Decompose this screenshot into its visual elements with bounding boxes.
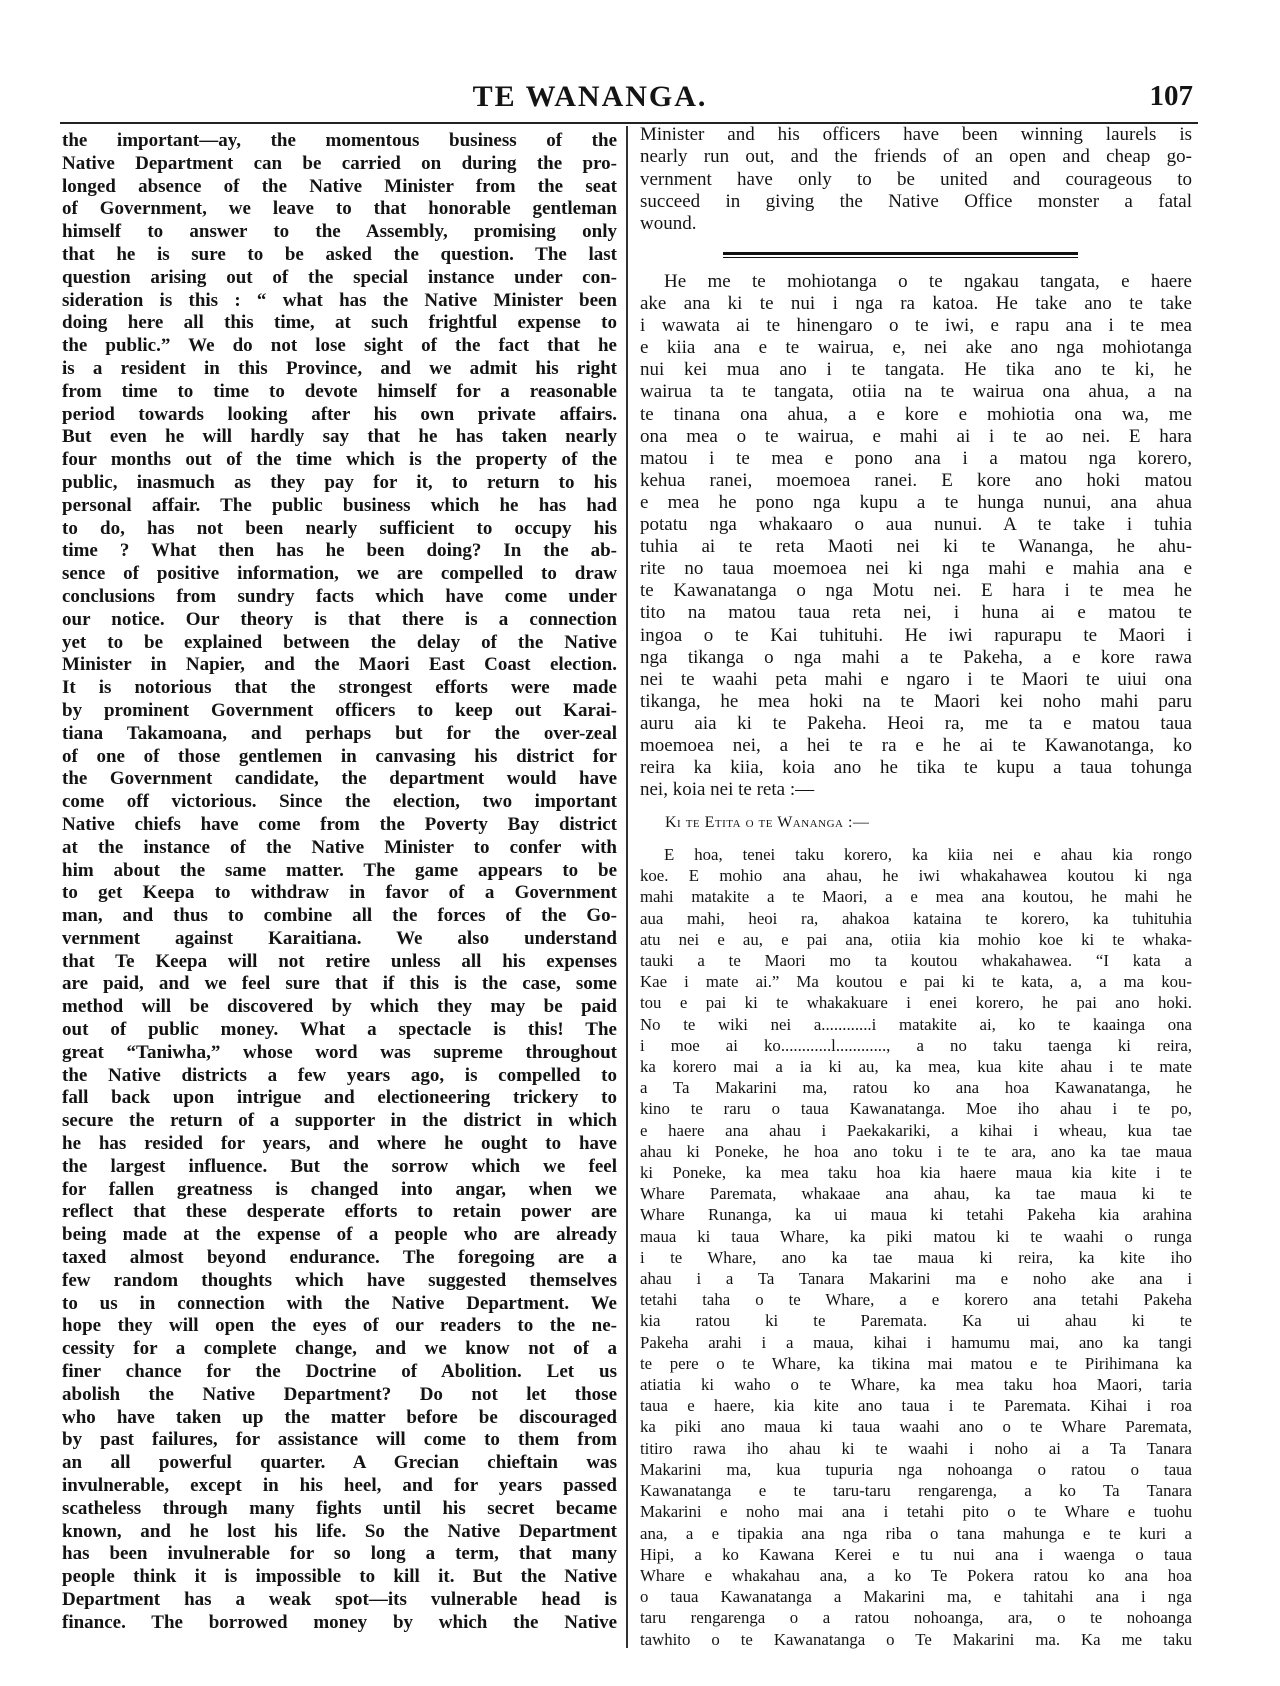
text-line: He me te mohiotanga o te ngakau tangata, e haere xyxy=(664,271,1192,292)
text-line: abolish the Native Department? Do not let those xyxy=(62,1383,617,1405)
text-line: question arising out of the special instance under con- xyxy=(62,266,617,288)
text-line: i wawata ai te hinengaro o te iwi, e rapu ana i te mea xyxy=(640,315,1192,337)
text-line: that he is sure to be asked the question. The last xyxy=(62,243,617,265)
text-line: conclusions from sundry facts which have come under xyxy=(62,585,617,607)
text-line: that Te Keepa will not retire unless all his expenses xyxy=(62,950,617,972)
text-line: nei te waahi peta mahi e ngaro i te Maori te uiui ona xyxy=(640,668,1192,690)
text-line: ana, a e tipakia ana nga riba o tana mahunga e te kuri a xyxy=(640,1523,1192,1543)
text-line: being made at the expense of a people who are already xyxy=(62,1224,617,1246)
text-line: of Government, we leave to that honorable gentleman xyxy=(62,198,617,220)
text-line: tetahi taha o te Whare, a e korero ana tetahi Pakeha xyxy=(640,1290,1192,1310)
text-line: ka piki ano maua ki taua waahi ano o te Whare Paremata, xyxy=(640,1417,1192,1437)
text-line: by past failures, for assistance will come to them from xyxy=(62,1429,617,1451)
text-line: nga tikanga o nga mahi a te Pakeha, a e kore rawa xyxy=(640,646,1192,668)
text-line: wairua ta te tangata, otiia na te wairua ona ahua, a na xyxy=(640,381,1192,403)
left-column-article xyxy=(62,130,617,1635)
text-line: by prominent Government officers to keep out Karai- xyxy=(62,699,617,721)
text-line: public, inasmuch as they pay for it, to return to his xyxy=(62,471,617,493)
letter-heading: Ki te Etita o te Wananga :— xyxy=(665,814,870,831)
text-line: Pakeha arahi i a maua, kihai i hamumu mai, ano ka tangi xyxy=(640,1332,1192,1352)
text-line: Native Department can be carried on during the pro- xyxy=(62,152,617,174)
text-line: of one of those gentlemen in canvasing his district for xyxy=(62,745,617,767)
text-line: koe. E mohio ana ahau, he iwi whakahawea koutou ki nga xyxy=(640,866,1192,886)
text-line: himself to answer to the Assembly, promising only xyxy=(62,221,617,243)
text-line: to get Keepa to withdraw in favor of a Government xyxy=(62,882,617,904)
text-line: is a resident in this Province, and we admit his right xyxy=(62,357,617,379)
text-line: reira ka kiia, koia ano he tika te kupu a taua tohunga xyxy=(640,757,1192,779)
text-line: taru rengarenga o a ratou nohoanga, ara, o te nohoanga xyxy=(640,1608,1192,1628)
text-line: vernment have only to be united and courageous to xyxy=(640,168,1192,190)
text-line: period towards looking after his own private affairs. xyxy=(62,403,617,425)
text-line: to us in connection with the Native Department. We xyxy=(62,1292,617,1314)
paragraph xyxy=(640,844,1192,1650)
section-divider-rule xyxy=(723,252,1078,258)
text-line: who have taken up the matter before be discouraged xyxy=(62,1406,617,1428)
text-line: people think it is impossible to kill it. But the Native xyxy=(62,1566,617,1588)
text-line: mahi matakite a te Maori, a e mea ana koutou, he mahi he xyxy=(640,887,1192,907)
letter-to-editor xyxy=(640,844,1192,1650)
section-divider-thick xyxy=(723,252,1078,255)
text-line: a Ta Makarini ma, ratou ko ana hoa Kawanatanga, he xyxy=(640,1078,1192,1098)
text-line: sideration is this : “ what has the Native Minister been xyxy=(62,289,617,311)
text-line: matou i te mea e pono ana i a matou nga korero, xyxy=(640,447,1192,469)
text-line: o taua Kawanatanga a Makarini ma, e tahitahi ana i nga xyxy=(640,1587,1192,1607)
text-line: has been invulnerable for so long a term, that many xyxy=(62,1543,617,1565)
text-line: he has resided for years, and where he ought to have xyxy=(62,1133,617,1155)
page-number: 107 xyxy=(1149,80,1193,112)
text-line: ahau ki Poneke, he hoa ano toku i te te ara, ano ka tae maua xyxy=(640,1141,1192,1161)
text-line: sence of positive information, we are compelled to draw xyxy=(62,563,617,585)
text-line: taua e haere, kia kite ano taua i te Paremata. Kihai i roa xyxy=(640,1396,1192,1416)
text-line: tawhito o te Kawanatanga o Te Makarini ma. Ka me taku xyxy=(640,1629,1192,1649)
text-line: titiro rawa iho ahau ki te waahi i noho ai a Ta Tanara xyxy=(640,1438,1192,1458)
text-line: te Kawanatanga o nga Motu nei. E hara i te mea he xyxy=(640,580,1192,602)
text-line: Minister in Napier, and the Maori East Coast election. xyxy=(62,654,617,676)
text-line: reflect that these desperate efforts to retain power are xyxy=(62,1201,617,1223)
text-line: te tinana ona ahua, a e kore e mohiotia ona wa, me xyxy=(640,403,1192,425)
text-line: Minister and his officers have been winning laurels is xyxy=(640,124,1192,145)
text-line: to do, has not been nearly sufficient to occupy his xyxy=(62,517,617,539)
text-line: ake ana ki te nui i nga ra katoa. He take ano te take xyxy=(640,293,1192,315)
text-line: Kawanatanga e te taru-taru rengarenga, a ko Ta Tanara xyxy=(640,1481,1192,1501)
text-line: the largest influence. But the sorrow which we feel xyxy=(62,1155,617,1177)
text-line: ki Poneke, ka mea taku hoa kia haere maua kia kite i te xyxy=(640,1163,1192,1183)
text-line: i te Whare, ano ka tae maua ki reira, ka kite iho xyxy=(640,1247,1192,1267)
text-line: for fallen greatness is changed into angar, when we xyxy=(62,1178,617,1200)
text-line: at the instance of the Native Minister to confer with xyxy=(62,836,617,858)
newspaper-title: TE WANANGA. xyxy=(472,80,708,113)
text-line: scatheless through many fights until his secret became xyxy=(62,1497,617,1519)
text-line: man, and thus to combine all the forces of the Go- xyxy=(62,905,617,927)
text-line: i moe ai ko............l............, a no taku taenga ki reira, xyxy=(640,1035,1192,1055)
text-line: taxed almost beyond endurance. The foregoing are a xyxy=(62,1247,617,1269)
paragraph xyxy=(62,130,617,1635)
section-divider-thin xyxy=(723,257,1078,258)
text-line: nui kei mua ano i te tangata. He tika ano te ki, he xyxy=(640,359,1192,381)
text-line: invulnerable, except in his heel, and for years passed xyxy=(62,1475,617,1497)
text-line: nearly run out, and the friends of an open and cheap go- xyxy=(640,146,1192,168)
text-line: maua ki taua Whare, ka piki matou ki te waahi o runga xyxy=(640,1226,1192,1246)
text-line: e mea he pono nga kupu a te hunga nunui, ana ahua xyxy=(640,491,1192,513)
text-line: few random thoughts which have suggested themselves xyxy=(62,1269,617,1291)
text-line: the Native districts a few years ago, is compelled to xyxy=(62,1064,617,1086)
text-line: great “Taniwha,” whose word was supreme throughout xyxy=(62,1041,617,1063)
text-line: atiatia ki waho o te Whare, ka mea taku hoa Maori, taria xyxy=(640,1375,1192,1395)
text-line: Department has a weak spot—its vulnerable head is xyxy=(62,1589,617,1610)
text-line: cessity for a complete change, and we know not of a xyxy=(62,1338,617,1360)
text-line: time ? What then has he been doing? In the ab- xyxy=(62,540,617,562)
text-line: Kae i mate ai.” Ma koutou e pai ki te kata, a, a ma kou- xyxy=(640,972,1192,992)
text-line: from time to time to devote himself for a reasonable xyxy=(62,380,617,402)
text-line: te pere o te Whare, ka tikina mai matou e te Pirihimana ka xyxy=(640,1353,1192,1373)
text-line: Whare e whakahau ana, a ko Te Pokera ratou ko ana hoa xyxy=(640,1565,1192,1585)
text-line: ona mea o te wairua, e mahi ai i te ao nei. E hara xyxy=(640,425,1192,447)
text-line: finance. The borrowed money by which the Native xyxy=(62,1611,617,1633)
text-line: out of public money. What a spectacle is this! The xyxy=(62,1019,617,1041)
text-line: Makarini ma, kua tupuria nga nohoanga o ratou o taua xyxy=(640,1459,1192,1479)
paragraph xyxy=(640,124,1192,235)
text-line: Makarini e noho mai ana i tetahi pito o te Whare e tuohu xyxy=(640,1502,1192,1522)
text-line: fall back upon intrigue and electioneering trickery to xyxy=(62,1087,617,1109)
text-line: wound. xyxy=(640,213,697,235)
right-column-article-end xyxy=(640,124,1192,235)
text-line: succeed in giving the Native Office monster a fatal xyxy=(640,190,1192,212)
text-line: nei, koia nei te reta :— xyxy=(640,779,815,801)
text-line: Whare Runanga, ka ui maua ki tetahi Pakeha kia arahina xyxy=(640,1205,1192,1225)
text-line: tuhia ai te reta Maoti nei ki te Wananga, he ahu- xyxy=(640,536,1192,558)
text-line: tito na matou taua reta nei, i huna ai e matou te xyxy=(640,602,1192,624)
text-line: method will be discovered by which they may be paid xyxy=(62,996,617,1018)
text-line: Whare Paremata, whakaae ana ahau, ka tae maua ki te xyxy=(640,1184,1192,1204)
text-line: ingoa o te Kai tuhituhi. He iwi rapurapu te Maori i xyxy=(640,624,1192,646)
text-line: auru aia ki te Pakeha. Heoi ra, me ta e matou taua xyxy=(640,712,1192,734)
text-line: tou e pai ki te whakakuare i enei korero, he pai ano hoki. xyxy=(640,993,1192,1013)
text-line: the Government candidate, the department would have xyxy=(62,768,617,790)
text-line: kehua ranei, moemoea ranei. E kore ano hoki matou xyxy=(640,469,1192,491)
text-line: doing here all this time, at such frightful expense to xyxy=(62,312,617,334)
text-line: yet to be explained between the delay of the Native xyxy=(62,631,617,653)
text-line: potatu nga whakaaro o aua nunui. A te take i tuhia xyxy=(640,514,1192,536)
text-line: hope they will open the eyes of our readers to the ne- xyxy=(62,1315,617,1337)
text-line: Hipi, a ko Kawana Kerei e tu nui ana i waenga o taua xyxy=(640,1544,1192,1564)
text-line: ahau i a Ta Tanara Makarini ma e noho ake ana i xyxy=(640,1269,1192,1289)
maori-editorial xyxy=(640,271,1192,801)
text-line: the public.” We do not lose sight of the fact that he xyxy=(62,335,617,357)
text-line: rite no taua moemoea nei ki nga mahi e mahia ana e xyxy=(640,558,1192,580)
text-line: It is notorious that the strongest efforts were made xyxy=(62,677,617,699)
text-line: four months out of the time which is the property of the xyxy=(62,449,617,471)
text-line: secure the return of a supporter in the district in which xyxy=(62,1110,617,1132)
text-line: longed absence of the Native Minister from the seat xyxy=(62,175,617,197)
text-line: e haere ana ahau i Paekakariki, a kihai i wheau, kua tae xyxy=(640,1120,1192,1140)
text-line: our notice. Our theory is that there is a connection xyxy=(62,608,617,630)
text-line: an all powerful quarter. A Grecian chieftain was xyxy=(62,1452,617,1474)
text-line: come off victorious. Since the election, two important xyxy=(62,791,617,813)
text-line: tauki a te Maori mo ta koutou whakahawea. “I kata a xyxy=(640,951,1192,971)
text-line: E hoa, tenei taku korero, ka kiia nei e ahau kia rongo xyxy=(664,845,1192,864)
text-line: aua mahi, heoi ra, ahakoa kataina te korero, ka tuhituhia xyxy=(640,908,1192,928)
text-line: vernment against Karaitiana. We also understand xyxy=(62,927,617,949)
masthead xyxy=(0,78,1280,118)
text-line: atu nei e au, e pai ana, otiia kia mohio koe ki te whaka- xyxy=(640,929,1192,949)
text-line: But even he will hardly say that he has taken nearly xyxy=(62,426,617,448)
column-divider xyxy=(626,126,628,1648)
text-line: personal affair. The public business which he has had xyxy=(62,494,617,516)
text-line: ka korero mai a ia ki au, ka mea, kua kite ahau i te mate xyxy=(640,1057,1192,1077)
text-line: moemoea nei, a hei te ra e he ai te Kawanotanga, ko xyxy=(640,734,1192,756)
text-line: kino te raru o taua Kawanatanga. Moe iho ahau i te po, xyxy=(640,1099,1192,1119)
text-line: finer chance for the Doctrine of Abolition. Let us xyxy=(62,1361,617,1383)
text-line: tikanga, he mea hoki na te Maori kei noho mahi paru xyxy=(640,690,1192,712)
text-line: known, and he lost his life. So the Native Department xyxy=(62,1520,617,1542)
paragraph xyxy=(640,271,1192,801)
text-line: him about the same matter. The game appears to be xyxy=(62,859,617,881)
text-line: are paid, and we feel sure that if this is the case, some xyxy=(62,973,617,995)
text-line: tiana Takamoana, and perhaps but for the over-zeal xyxy=(62,722,617,744)
text-line: e kiia ana e te wairua, e, nei ake ano nga mohiotanga xyxy=(640,337,1192,359)
text-line: Native chiefs have come from the Poverty Bay district xyxy=(62,813,617,835)
text-line: kia ratou ki te Paremata. Ka ui ahau ki te xyxy=(640,1311,1192,1331)
text-line: No te wiki nei a............i matakite ai, ko te kaainga ona xyxy=(640,1014,1192,1034)
text-line: the important—ay, the momentous business of the xyxy=(62,130,617,151)
